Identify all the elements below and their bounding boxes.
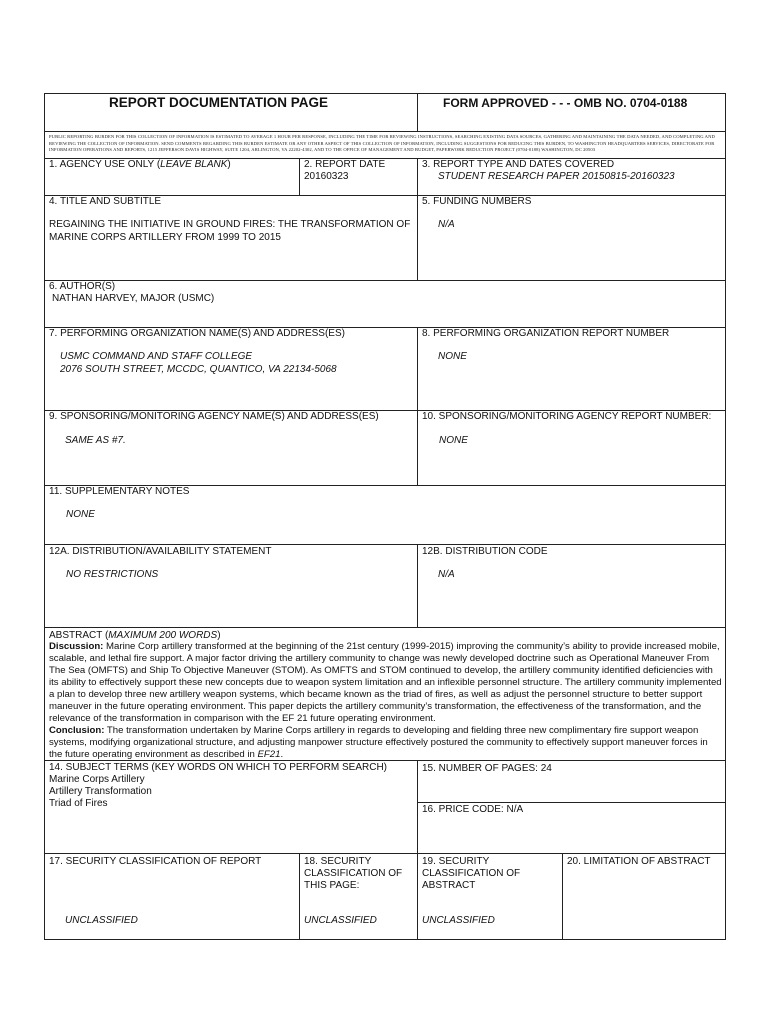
authors-value: NATHAN HARVEY, MAJOR (USMC) xyxy=(52,293,215,304)
sec-abstract-label-3: ABSTRACT xyxy=(422,880,476,891)
abstract-cell xyxy=(45,627,725,760)
title-line-1: REGAINING THE INITIATIVE IN GROUND FIRES: THE TRANSFORMATION OF xyxy=(49,219,411,230)
funding-value: N/A xyxy=(438,219,455,230)
performing-org-line-2: 2076 SOUTH STREET, MCCDC, QUANTICO, VA 22134-5068 xyxy=(60,364,337,375)
burden-statement: PUBLIC REPORTING BURDEN FOR THIS COLLECTION OF INFORMATION IS ESTIMATED TO AVERAGE 1 HOUR PER RESPONSE, INCLUDING THE TIME FOR REVIEWING INSTRUCTIONS, SEARCHING EXISTING DATA SOURCES, GATHERING AND MAINTAINING THE DATA NEEDED, AND COMPLETING AND REVIEWING THE COLLECTION OF INFORMATION. SEND COMMENTS REGARDING THIS BURDEN ESTIMATE OR ANY OTHER ASPECT OF THIS COLLECTION OF INFORMATION, INCLUDING SUGGESTIONS FOR REDUCING THIS BURDEN, TO WASHINGTON HEADQUARTERS SERVICES, DIRECTORATE FOR INFORMATION OPERATIONS AND REPORTS, 1215 JEFFERSON DAVIS HIGHWAY, SUITE 1204, ARLINGTON, VA 22202-4302, AND TO THE OFFICE OF MANAGEMENT AND BUDGET, PAPERWORK REDUCTION PROJECT (0704-0188) WASHINGTON, DC 20503 xyxy=(49,134,715,152)
price-code-label: 16. PRICE CODE: N/A xyxy=(422,804,524,815)
distribution-label: 12A. DISTRIBUTION/AVAILABILITY STATEMENT xyxy=(49,546,272,557)
subject-term: Artillery Transformation xyxy=(49,786,152,797)
num-pages-label: 15. NUMBER OF PAGES: 24 xyxy=(422,763,552,774)
performing-report-label: 8. PERFORMING ORGANIZATION REPORT NUMBER xyxy=(422,328,670,339)
distribution-code-value: N/A xyxy=(438,569,455,580)
sec-page-cell xyxy=(300,853,418,939)
abstract-discussion: Discussion: Marine Corp artillery transformed at the beginning of the 21st century (1999-2015) improving the community’s ability to provide increased mobile, scalable, and lethal fire support. A major factor driving the artillery community to change was newly developed doctrine such as Operational Maneuver From The Sea (OMFTS) and Ship To Objective Maneuver (STOM). As OMFTS and STOM continued to develop, the artillery community identified deficiencies with its ability to effectively support these new concepts due to weapon system limitation and an inflexible personnel structure. The artillery community implemented a plan to develop three new artillery weapon systems, which became known as the triad of fires, as well as adjust the personnel structure to better support maneuver in the future operating environment. This paper depicts the artillery community’s transformation, the effectiveness of the transformation, and the relevance of the transformation in comparison with the EF 21 future operating environment. xyxy=(49,641,722,724)
subject-term: Triad of Fires xyxy=(49,798,108,809)
authors-label: 6. AUTHOR(S) xyxy=(49,281,116,292)
subject-terms-label: 14. SUBJECT TERMS (KEY WORDS ON WHICH TO PERFORM SEARCH) xyxy=(49,762,388,773)
sec-page-label-1: 18. SECURITY xyxy=(304,856,372,867)
abstract-label: ABSTRACT (MAXIMUM 200 WORDS) xyxy=(49,630,221,641)
agency-use-cell xyxy=(45,158,300,195)
title-label: 4. TITLE AND SUBTITLE xyxy=(49,196,162,207)
abstract-conclusion: Conclusion: The transformation undertaken by Marine Corps artillery in regards to developing and fielding three new complimentary fire support weapon systems, modifying organizational structure, and adjusting manpower structure effectively postured the community to effectively support maneuver forces in the future operating environment as described in EF21. xyxy=(49,725,708,760)
row-author-divider xyxy=(45,280,725,281)
title-line-2: MARINE CORPS ARTILLERY FROM 1999 TO 2015 xyxy=(49,232,281,243)
sec-abstract-label-2: CLASSIFICATION OF xyxy=(422,868,521,879)
agency-use-label: 1. AGENCY USE ONLY (LEAVE BLANK) xyxy=(49,159,231,170)
report-date-cell xyxy=(300,158,418,195)
header-title-cell xyxy=(45,94,418,131)
limitation-label: 20. LIMITATION OF ABSTRACT xyxy=(567,856,711,867)
abstract-text xyxy=(49,641,723,761)
sponsoring-value: SAME AS #7. xyxy=(65,435,126,446)
subject-term: Marine Corps Artillery xyxy=(49,774,145,785)
sec-abstract-value: UNCLASSIFIED xyxy=(422,915,495,926)
sec-abstract-label-1: 19. SECURITY xyxy=(422,856,490,867)
performing-org-label: 7. PERFORMING ORGANIZATION NAME(S) AND ADDRESS(ES) xyxy=(49,328,345,339)
page-title: REPORT DOCUMENTATION PAGE xyxy=(109,95,328,110)
report-type-value: STUDENT RESEARCH PAPER 20150815-20160323 xyxy=(438,171,675,182)
sponsoring-report-value: NONE xyxy=(439,435,468,446)
price-divider xyxy=(418,802,725,803)
burden-divider xyxy=(45,131,725,132)
performing-report-value: NONE xyxy=(438,351,467,362)
form-approved-label: FORM APPROVED - - - OMB NO. 0704-0188 xyxy=(443,96,688,110)
distribution-cell xyxy=(45,544,418,627)
subject-terms-cell xyxy=(45,760,418,853)
sec-report-label: 17. SECURITY CLASSIFICATION OF REPORT xyxy=(49,856,262,867)
supplementary-label: 11. SUPPLEMENTARY NOTES xyxy=(49,486,190,497)
sec-report-cell xyxy=(45,853,300,939)
distribution-value: NO RESTRICTIONS xyxy=(66,569,159,580)
report-documentation-form xyxy=(44,93,726,940)
sec-page-label-3: THIS PAGE: xyxy=(304,880,360,891)
supplementary-value: NONE xyxy=(66,509,95,520)
performing-org-cell xyxy=(45,327,418,410)
funding-label: 5. FUNDING NUMBERS xyxy=(422,196,532,207)
sponsoring-report-label: 10. SPONSORING/MONITORING AGENCY REPORT NUMBER: xyxy=(422,411,712,422)
sec-page-value: UNCLASSIFIED xyxy=(304,915,377,926)
distribution-code-label: 12B. DISTRIBUTION CODE xyxy=(422,546,548,557)
sponsoring-label: 9. SPONSORING/MONITORING AGENCY NAME(S) AND ADDRESS(ES) xyxy=(49,411,379,422)
report-type-label: 3. REPORT TYPE AND DATES COVERED xyxy=(422,159,615,170)
report-date-value: 20160323 xyxy=(304,171,349,182)
sec-report-value: UNCLASSIFIED xyxy=(65,915,138,926)
performing-org-line-1: USMC COMMAND AND STAFF COLLEGE xyxy=(60,351,253,362)
sec-page-label-2: CLASSIFICATION OF xyxy=(304,868,403,879)
report-date-label: 2. REPORT DATE xyxy=(304,159,386,170)
sec-abstract-cell xyxy=(418,853,563,939)
sponsoring-cell xyxy=(45,410,418,485)
title-cell xyxy=(45,195,418,280)
